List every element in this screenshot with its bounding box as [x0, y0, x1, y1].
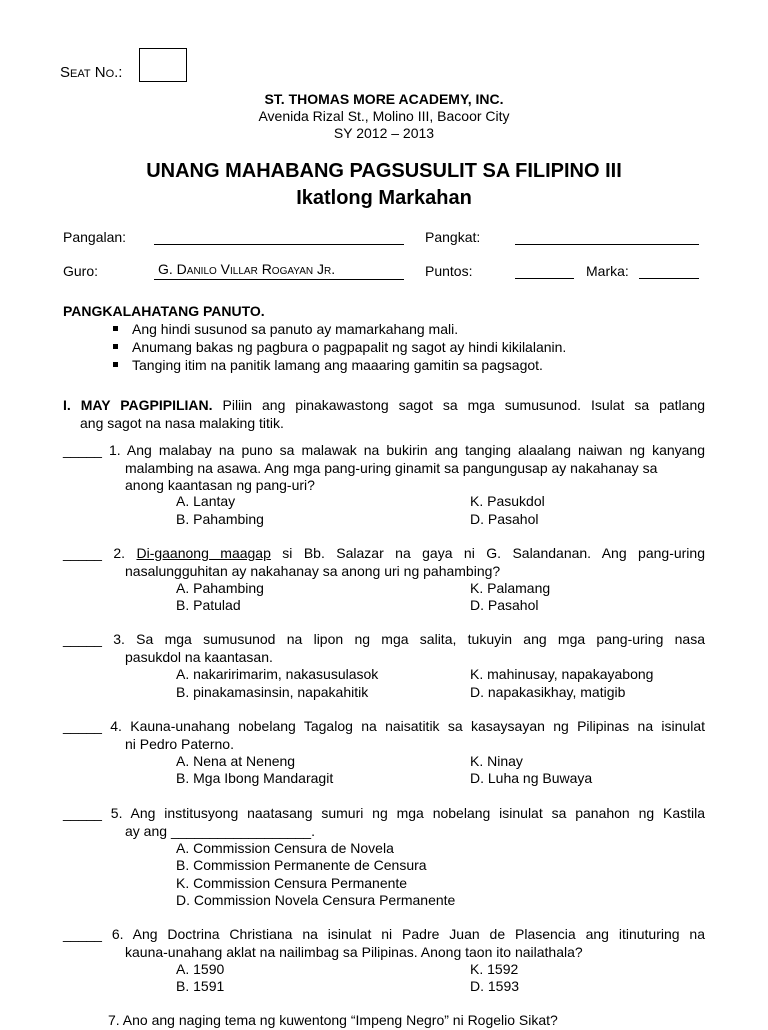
question-text: 6. Ang Doctrina Christiana na isinulat ni Padre Juan de Plasencia ang itinuturing na	[111, 926, 705, 942]
option-b: B. Mga Ibong Mandaragit	[176, 770, 334, 786]
option-a: A. nakaririmarim, nakasusulasok	[176, 666, 379, 682]
puntos-label: Puntos:	[425, 263, 473, 279]
question-text: pasukdol na kaantasan.	[125, 648, 273, 665]
option-k: K. 1592	[470, 961, 519, 977]
question-text: 4. Kauna-unahang nobelang Tagalog na naisatitik sa kasaysayan ng Pilipinas na isinulat	[110, 718, 705, 734]
option-k: K. Ninay	[470, 753, 523, 769]
question-1	[63, 442, 705, 495]
exam-title: UNANG MAHABANG PAGSUSULIT SA FILIPINO III	[146, 160, 622, 182]
part1-heading: I. MAY PAGPIPILIAN.	[63, 397, 213, 413]
option-b: B. Commission Permanente de Censura	[176, 857, 427, 873]
part1-line2: ang sagot na nasa malaking titik.	[80, 414, 284, 431]
question-text: ni Pedro Paterno.	[125, 735, 234, 752]
option-b: B. Patulad	[176, 597, 241, 613]
marka-field[interactable]	[639, 278, 699, 279]
answer-blank-6[interactable]: _____	[63, 926, 102, 942]
question-5	[63, 805, 705, 840]
option-k: K. Commission Censura Permanente	[176, 875, 408, 891]
option-d: D. Luha ng Buwaya	[470, 770, 593, 786]
panuto-item: Ang hindi susunod sa panuto ay mamarkahang mali.	[108, 320, 566, 338]
question-text: kauna-unahang aklat na nailimbag sa Pilipinas. Anong taon ito nailathala?	[125, 943, 583, 960]
guro-value: G. Danilo Villar Rogayan Jr.	[158, 261, 336, 277]
underlined-phrase: Di-gaanong maagap	[136, 545, 271, 561]
question-text: anong kaantasan ng pang-uri?	[125, 477, 315, 493]
question-text: ay ang	[125, 822, 168, 839]
option-d: D. Pasahol	[470, 511, 539, 527]
question-text: nasalungguhitan ay nakahanay sa anong uri ng pahambing?	[125, 562, 501, 579]
pangalan-field[interactable]	[154, 244, 404, 245]
question-2	[63, 545, 705, 580]
option-d: D. Commission Novela Censura Permanente	[176, 892, 456, 908]
question-text: 1. Ang malabay na puno sa malawak na bukirin ang tanging alaalang naiwan ng kanyang	[108, 442, 705, 458]
question-7: 7. Ano ang naging tema ng kuwentong “Impeng Negro” ni Rogelio Sikat?	[108, 1012, 558, 1028]
question-number: 2.	[113, 545, 126, 561]
part1-instructions	[63, 397, 705, 432]
school-year: SY 2012 – 2013	[333, 125, 435, 141]
exam-subtitle: Ikatlong Markahan	[296, 187, 472, 209]
puntos-field[interactable]	[515, 278, 574, 279]
option-a: A. 1590	[176, 961, 225, 977]
panuto-item: Tanging itim na panitik lamang ang maaaring gamitin sa pagsagot.	[108, 356, 566, 374]
question-text: 5. Ang institusyong naatasang sumuri ng mga nobelang isinulat sa panahon ng Kastila	[110, 805, 706, 821]
question-6	[63, 926, 705, 961]
guro-field	[154, 279, 404, 280]
option-b: B. 1591	[176, 978, 225, 994]
option-a: A. Commission Censura de Novela	[176, 840, 394, 856]
answer-blank-2[interactable]: _____	[63, 545, 102, 561]
option-d: D. Pasahol	[470, 597, 539, 613]
option-k: K. Palamang	[470, 580, 551, 596]
answer-blank-3[interactable]: _____	[63, 631, 102, 647]
marka-label: Marka:	[586, 263, 629, 279]
school-name: ST. THOMAS MORE ACADEMY, INC.	[264, 91, 504, 107]
question-text: 3. Sa mga sumusunod na lipon ng mga salita, tukuyin ang mga pang-uring nasa	[113, 631, 705, 647]
option-d: D. 1593	[470, 978, 520, 994]
question-text: si Bb. Salazar na gaya ni G. Salandanan. Ang pang-uring	[282, 545, 705, 561]
question-text: malambing na asawa. Ang mga pang-uring ginamit sa pangungusap ay nakahanay sa	[125, 459, 658, 476]
option-b: B. pinakamasinsin, napakahitik	[176, 684, 369, 700]
panuto-list	[108, 320, 566, 374]
panuto-heading: PANGKALAHATANG PANUTO.	[63, 303, 265, 319]
seat-label: Seat No.:	[60, 64, 123, 81]
question-3	[63, 631, 705, 666]
option-a: A. Lantay	[176, 493, 236, 509]
fill-in-blank[interactable]: __________________.	[170, 822, 315, 839]
panuto-item: Anumang bakas ng pagbura o pagpapalit ng sagot ay hindi kikilalanin.	[108, 338, 566, 356]
seat-number-box[interactable]	[139, 48, 187, 82]
answer-blank-5[interactable]: _____	[63, 805, 102, 821]
option-k: K. mahinusay, napakayabong	[470, 666, 654, 682]
pangkat-label: Pangkat:	[425, 229, 481, 245]
option-a: A. Nena at Neneng	[176, 753, 296, 769]
option-k: K. Pasukdol	[470, 493, 545, 509]
question-4	[63, 718, 705, 753]
school-address: Avenida Rizal St., Molino III, Bacoor City	[258, 108, 510, 124]
option-a: A. Pahambing	[176, 580, 264, 596]
pangkat-field[interactable]	[515, 244, 699, 245]
pangalan-label: Pangalan:	[63, 229, 127, 245]
answer-blank-1[interactable]: _____	[63, 442, 102, 458]
answer-blank-4[interactable]: _____	[63, 718, 102, 734]
option-d: D. napakasikhay, matigib	[470, 684, 626, 700]
guro-label: Guro:	[63, 263, 99, 279]
option-b: B. Pahambing	[176, 511, 264, 527]
part1-line1: Piliin ang pinakawastong sagot sa mga sumusunod. Isulat sa patlang	[222, 397, 706, 413]
